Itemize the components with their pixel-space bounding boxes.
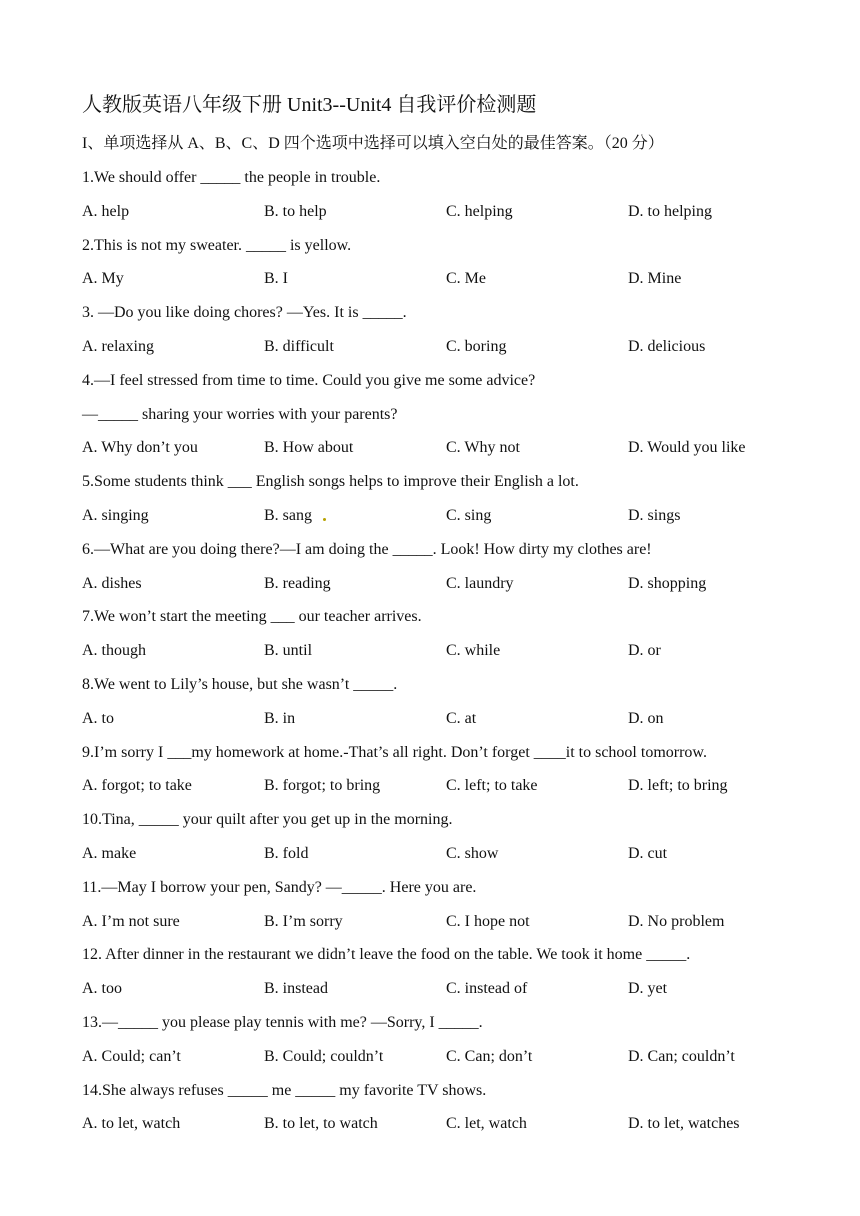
- section-heading: I、单项选择从 A、B、C、D 四个选项中选择可以填入空白处的最佳答案。（20 分）: [82, 135, 664, 152]
- question-stem: 12. After dinner in the restaurant we didn’t leave the food on the table. We took it home _____.: [82, 946, 691, 964]
- option-a: A. Why don’t you: [82, 439, 198, 457]
- option-b: B. difficult: [264, 337, 334, 355]
- option-c: C. laundry: [446, 574, 514, 592]
- option-c: C. Me: [446, 270, 486, 288]
- option-a: A. help: [82, 202, 130, 220]
- option-c: C. let, watch: [446, 1115, 527, 1133]
- option-c: C. instead of: [446, 980, 528, 998]
- option-c: C. show: [446, 844, 499, 862]
- question-stem: 10.Tina, _____ your quilt after you get up in the morning.: [82, 811, 453, 829]
- option-row: [82, 1044, 782, 1078]
- option-b: B. instead: [264, 980, 328, 998]
- question-stem: 1.We should offer _____ the people in trouble.: [82, 169, 381, 186]
- option-a: A. though: [82, 642, 146, 660]
- question-stem: 3. —Do you like doing chores? —Yes. It is _____.: [82, 304, 407, 322]
- question-stem: 13.—_____ you please play tennis with me? —Sorry, I _____.: [82, 1013, 483, 1031]
- option-d: D. sings: [628, 506, 681, 524]
- option-d: D. delicious: [628, 337, 706, 355]
- option-c: C. while: [446, 642, 501, 660]
- option-b: B. How about: [264, 439, 354, 457]
- option-d: D. cut: [628, 844, 668, 862]
- option-b: B. fold: [264, 844, 309, 862]
- option-b: B. I’m sorry: [264, 912, 343, 930]
- option-row: [82, 976, 782, 1010]
- option-b: B. to help: [264, 202, 327, 220]
- question-stem: 5.Some students think ___ English songs helps to improve their English a lot.: [82, 473, 579, 491]
- option-c: C. sing: [446, 506, 492, 524]
- option-c: C. Why not: [446, 439, 520, 457]
- option-b: B. sang: [264, 506, 312, 524]
- option-a: A. relaxing: [82, 337, 154, 355]
- option-b: B. in: [264, 709, 296, 727]
- option-d: D. Mine: [628, 270, 682, 288]
- option-b: B. to let, to watch: [264, 1115, 378, 1133]
- option-d: D. shopping: [628, 574, 707, 592]
- option-a: A. My: [82, 270, 124, 288]
- option-row: [82, 199, 782, 233]
- question-stem: 8.We went to Lily’s house, but she wasn’t _____.: [82, 675, 398, 693]
- question-stem: 7.We won’t start the meeting ___ our teacher arrives.: [82, 608, 422, 626]
- option-b: B. forgot; to bring: [264, 777, 381, 795]
- option-row: [82, 334, 782, 368]
- option-a: A. I’m not sure: [82, 912, 180, 930]
- option-a: A. forgot; to take: [82, 777, 192, 795]
- option-a: A. Could; can’t: [82, 1047, 181, 1065]
- option-d: D. or: [628, 642, 661, 660]
- question-stem: 14.She always refuses _____ me _____ my favorite TV shows.: [82, 1081, 487, 1099]
- question-stem: 11.—May I borrow your pen, Sandy? —_____. Here you are.: [82, 878, 477, 896]
- option-row: [82, 909, 782, 943]
- option-d: D. Would you like: [628, 439, 746, 457]
- question-stem: 6.—What are you doing there?—I am doing the _____. Look! How dirty my clothes are!: [82, 540, 652, 558]
- option-row: [82, 266, 782, 300]
- option-b: B. until: [264, 642, 313, 660]
- option-d: D. yet: [628, 980, 668, 998]
- option-d: D. to let, watches: [628, 1115, 740, 1133]
- question-list: [82, 165, 782, 1145]
- question-stem: 9.I’m sorry I ___my homework at home.-That’s all right. Don’t forget ____it to school tomorrow.: [82, 743, 707, 761]
- option-a: A. singing: [82, 506, 149, 524]
- option-a: A. make: [82, 844, 137, 862]
- option-c: C. Can; don’t: [446, 1047, 533, 1065]
- stray-mark: [323, 518, 326, 521]
- option-d: D. to helping: [628, 202, 712, 220]
- option-a: A. to let, watch: [82, 1115, 181, 1133]
- option-c: C. at: [446, 709, 477, 727]
- option-b: B. I: [264, 270, 288, 288]
- option-row: [82, 1111, 782, 1145]
- option-d: D. left; to bring: [628, 777, 728, 795]
- option-b: B. Could; couldn’t: [264, 1047, 384, 1065]
- document-title: 人教版英语八年级下册 Unit3--Unit4 自我评价检测题: [82, 94, 537, 116]
- option-c: C. boring: [446, 337, 507, 355]
- option-a: A. dishes: [82, 574, 142, 592]
- question-stem: 4.—I feel stressed from time to time. Could you give me some advice?: [82, 371, 536, 389]
- option-d: D. No problem: [628, 912, 725, 930]
- option-row: [82, 841, 782, 875]
- option-d: D. on: [628, 709, 664, 727]
- option-b: B. reading: [264, 574, 331, 592]
- option-a: A. to: [82, 709, 114, 727]
- question-stem: 2.This is not my sweater. _____ is yellow.: [82, 236, 352, 254]
- question-stem: —_____ sharing your worries with your parents?: [82, 405, 398, 423]
- option-row: [82, 706, 782, 740]
- option-row: [82, 435, 782, 469]
- option-a: A. too: [82, 980, 122, 998]
- option-d: D. Can; couldn’t: [628, 1047, 735, 1065]
- option-row: [82, 773, 782, 807]
- option-c: C. helping: [446, 202, 513, 220]
- option-row: [82, 571, 782, 605]
- option-row: [82, 503, 782, 537]
- option-c: C. left; to take: [446, 777, 538, 795]
- option-c: C. I hope not: [446, 912, 530, 930]
- option-row: [82, 638, 782, 672]
